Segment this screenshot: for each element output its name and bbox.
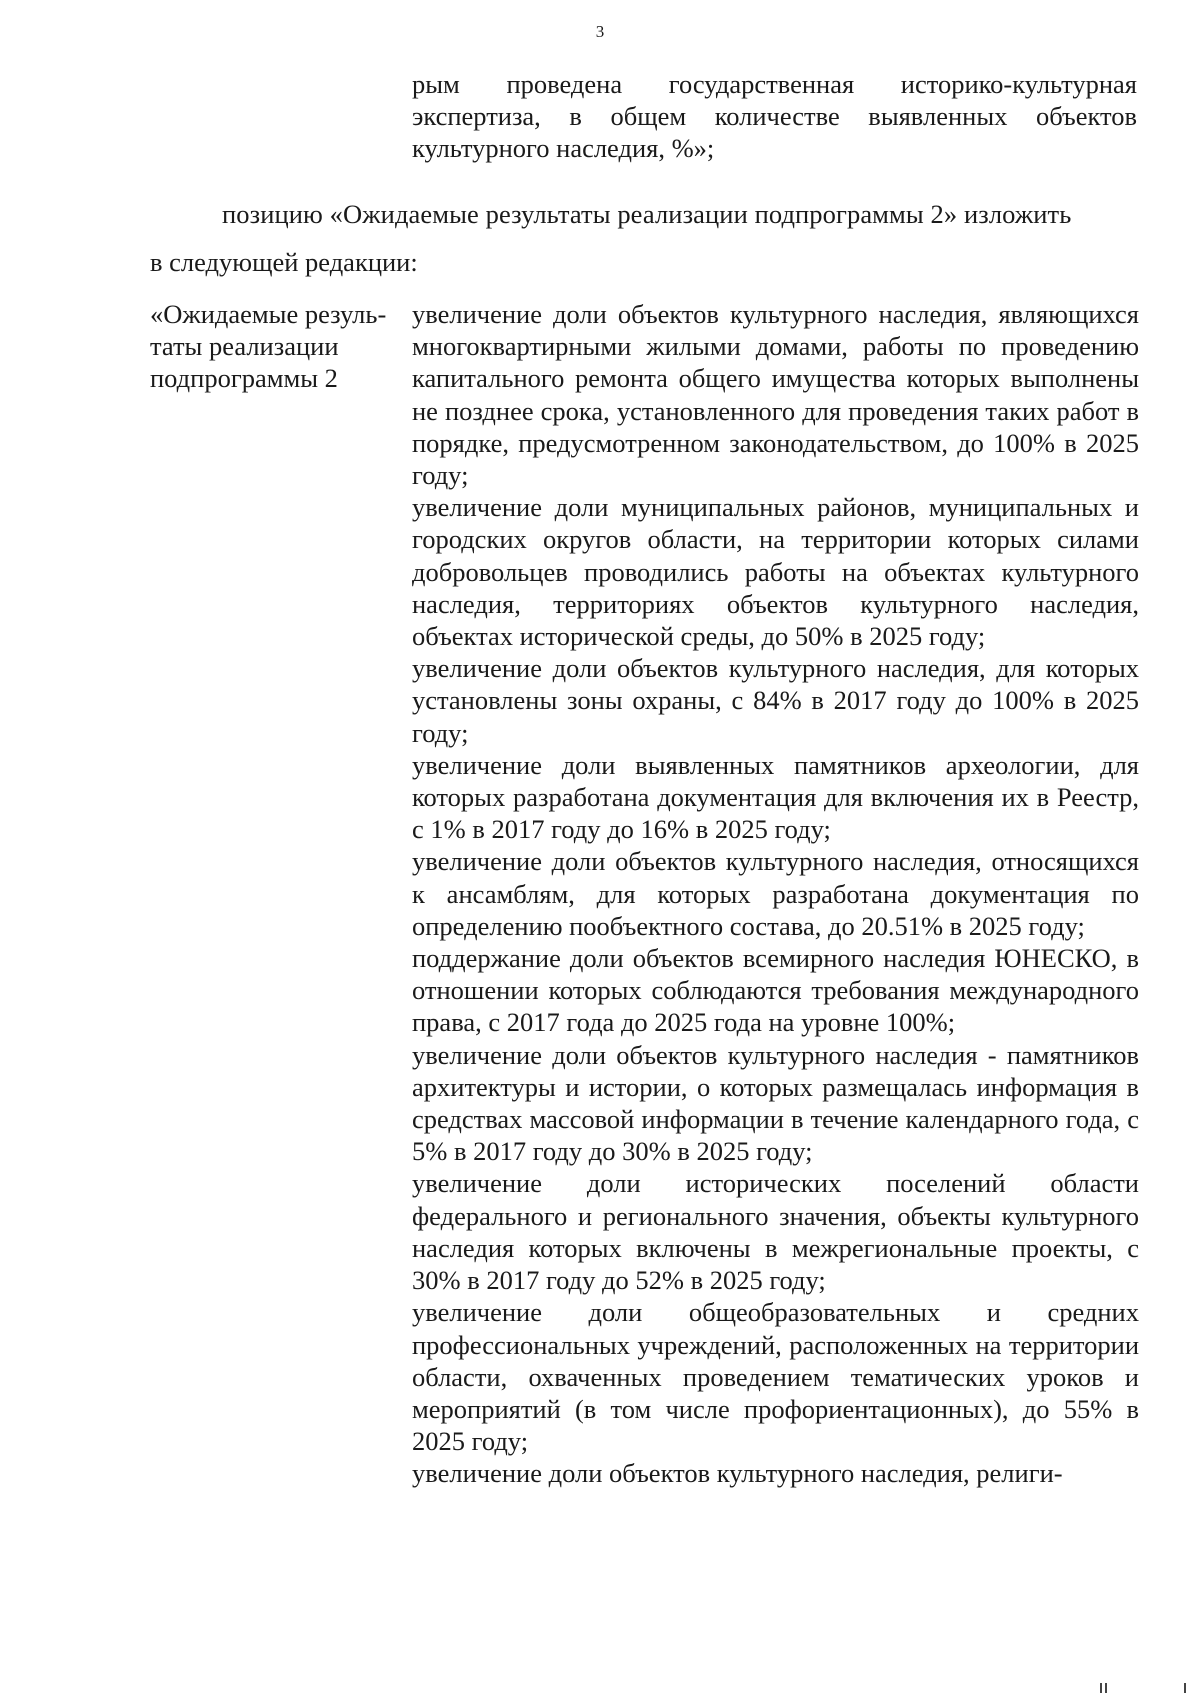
result-item: увеличение доли объектов культурного наследия, относящихся к ансамблям, для которых разработана документация по определению пообъектного состава, до 20.51% в 2025 году; (412, 846, 1139, 941)
instruction-line-1: позицию «Ожидаемые результаты реализации подпрограммы 2» изложить (222, 199, 1072, 229)
scan-mark (1100, 1683, 1102, 1693)
scan-mark (1105, 1683, 1107, 1693)
results-list (412, 298, 1139, 1490)
results-label-line: «Ожидаемые резуль- (150, 299, 387, 329)
result-item: увеличение доли общеобразовательных и средних профессиональных учреждений, расположенных на территории области, охваченных проведением тематических уроков и мероприятий (в том числе профориентационных), до 55% в 2025 году; (412, 1297, 1139, 1457)
results-label-line: таты реализации (150, 331, 339, 362)
result-item: поддержание доли объектов всемирного наследия ЮНЕСКО, в отношении которых соблюдаются требования международного права, с 2017 года до 2025 года на уровне 100%; (412, 943, 1139, 1038)
continuation-paragraph: рым проведена государственная историко-культурная экспертиза, в общем количестве выявленных объектов культурного наследия, %»; (412, 69, 1137, 164)
scan-mark (1184, 1683, 1186, 1693)
page-number: 3 (595, 22, 605, 41)
results-label-line: подпрограммы 2 (150, 363, 338, 394)
result-item: увеличение доли муниципальных районов, муниципальных и городских округов области, на территории которых силами добровольцев проводились работы на объектах культурного наследия, территориях объектов культурного наследия, объектах исторической среды, до 50% в 2025 году; (412, 492, 1139, 652)
result-item: увеличение доли объектов культурного наследия, религи- (412, 1458, 1063, 1489)
results-label (150, 298, 412, 395)
result-item: увеличение доли объектов культурного наследия, являющихся многоквартирными жилыми домами, работы по проведению капитального ремонта общего имущества которых выполнены не позднее срока, установленного для проведения таких работ в порядке, предусмотренном законодательством, до 100% в 2025 году; (412, 299, 1139, 491)
instruction-line-2: в следующей редакции: (150, 247, 418, 277)
result-item: увеличение доли исторических поселений области федерального и регионального значения, объекты культурного наследия которых включены в межрегиональные проекты, с 30% в 2017 году до 52% в 2025 году; (412, 1168, 1139, 1296)
result-item: увеличение доли объектов культурного наследия - памятников архитектуры и истории, о которых размещалась информация в средствах массовой информации в течение календарного года, с 5% в 2017 году до 30% в 2025 году; (412, 1039, 1139, 1167)
result-item: увеличение доли выявленных памятников археологии, для которых разработана документация для включения их в Реестр, с 1% в 2017 году до 16% в 2025 году; (412, 749, 1139, 845)
result-item: увеличение доли объектов культурного наследия, для которых установлены зоны охраны, с 84% в 2017 году до 100% в 2025 году; (412, 653, 1139, 748)
